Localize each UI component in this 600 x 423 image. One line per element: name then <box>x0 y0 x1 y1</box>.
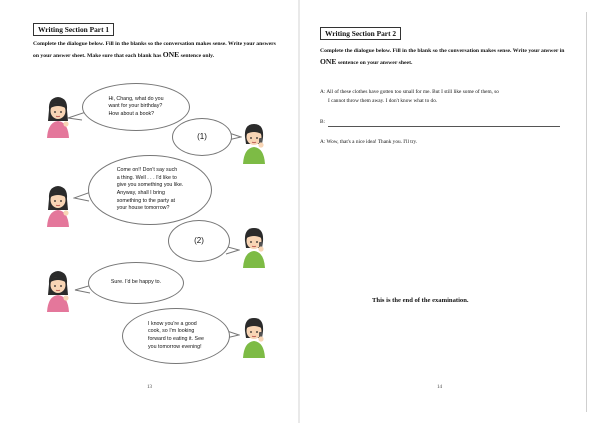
part1-instructions-a: Complete the dialogue below. Fill in the blanks so the conversation makes sense. Write your answers on your answer sheet. Make sure that each blank has <box>33 41 276 59</box>
dialogue-bubble-4 <box>122 308 230 364</box>
dialogue-bubble-3 <box>88 262 184 304</box>
boy-speaker-icon <box>240 120 268 164</box>
bubble-2-text <box>117 167 184 213</box>
answer-blank-2-bubble <box>168 220 230 262</box>
bubble-2-line: Anyway, shall I bring <box>116 190 165 196</box>
bubble-2-line: your house tomorrow? <box>116 205 170 212</box>
bubble-3-text <box>111 279 161 287</box>
bubble-2-line: give you something you like. <box>116 182 184 189</box>
blank-2-label: (2) <box>194 236 204 246</box>
bubble-4-line: cook, so I'm looking <box>148 328 195 335</box>
end-of-exam-note: This is the end of the examination. <box>372 297 469 304</box>
part2-title: Writing Section Part 2 <box>320 27 401 40</box>
boy-speaker-icon <box>240 224 268 268</box>
boy-speaker-icon <box>240 314 268 358</box>
bubble-1-line: want for your birthday? <box>108 103 163 110</box>
part1-instructions-b: sentence only. <box>179 52 215 59</box>
part2-instructions-a: Complete the dialogue below. Fill in the blank so the conversation makes sense. Write your answer in <box>320 48 565 54</box>
bubble-3-line: Sure. I'd be happy to. <box>110 279 162 286</box>
bubble-2-line: a thing. Well . . . I'd like to <box>116 174 177 181</box>
line-a-text-1: All of these clothes have gotten too small for me. But I still like some of them, so <box>326 89 499 95</box>
part1-instructions <box>33 40 277 61</box>
page-number: 13 <box>147 385 152 390</box>
bubble-2-line: Come on!! Don't say such <box>116 167 178 174</box>
part2-instructions-one: ONE <box>320 56 337 66</box>
speaker-b-label: B: <box>320 119 326 125</box>
blank-1-label: (1) <box>197 132 207 142</box>
part1-instructions-one: ONE <box>162 49 180 59</box>
line-a-text-2: I cannot throw them away. I don't know what to do. <box>328 97 438 104</box>
bubble-4-line: I know you're a good <box>148 320 197 327</box>
girl-speaker-icon <box>44 268 72 312</box>
bubble-1-text <box>108 96 163 119</box>
bubble-4-line: forward to eating it. See <box>148 336 204 342</box>
part1-title: Writing Section Part 1 <box>33 23 114 36</box>
scan-edge <box>586 12 587 412</box>
answer-blank-line[interactable] <box>328 126 560 127</box>
right-page <box>300 0 600 423</box>
bubble-1-line: How about a book? <box>108 110 155 117</box>
bubble-1-line: Hi, Chang, what do you <box>108 95 164 102</box>
page-number: 14 <box>437 385 442 390</box>
speaker-a-label: A: <box>320 89 326 95</box>
speaker-a2-label: A: <box>320 139 326 145</box>
part2-instructions-b: sentence on your answer sheet. <box>336 59 413 66</box>
bubble-2-line: something to the party at <box>116 197 176 204</box>
dialogue-bubble-2 <box>88 155 212 225</box>
part2-instructions <box>320 47 565 68</box>
line-c-text: Wow, that's a nice idea! Thank you. I'll try. <box>326 139 418 145</box>
bubble-4-line: you tomorrow evening! <box>148 343 202 350</box>
girl-speaker-icon <box>44 183 72 227</box>
dialogue-bubble-1 <box>82 83 190 131</box>
dialogue-line-c <box>320 138 582 147</box>
girl-speaker-icon <box>44 94 72 138</box>
dialogue-line-a <box>320 88 582 106</box>
answer-blank-1-bubble <box>172 118 232 156</box>
bubble-4-text <box>148 321 204 351</box>
